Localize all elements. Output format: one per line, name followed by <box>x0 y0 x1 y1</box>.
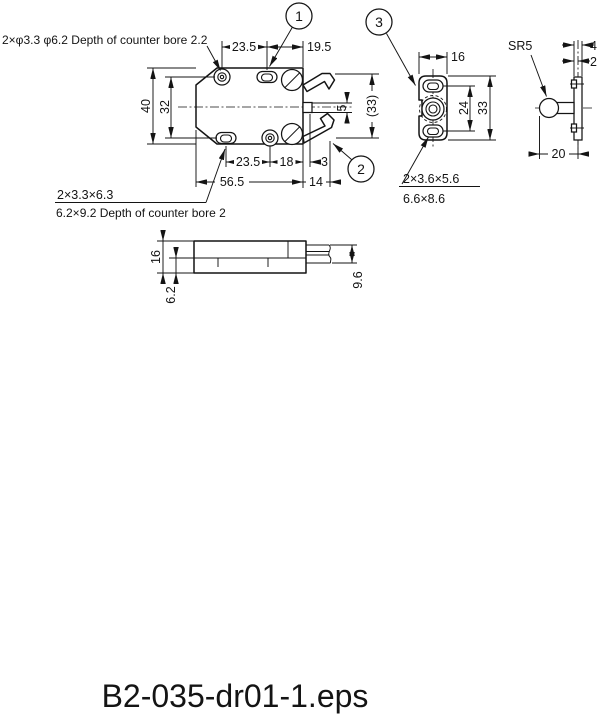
dim-bot-23-5: 23.5 <box>235 155 261 169</box>
slot-hole-top-right <box>257 72 277 83</box>
dim-bot-14: 14 <box>309 175 323 189</box>
latch-side-view <box>194 241 331 273</box>
dim-strike-24: 24 <box>457 101 471 115</box>
counterbore-hole-bottom-right <box>262 130 278 146</box>
dim-side-20: 20 <box>551 147 566 161</box>
strike-slot-bottom <box>423 125 443 137</box>
dim-hooks-33: (33) <box>365 94 379 118</box>
screw-bottom <box>282 124 303 145</box>
strike-slot-top <box>423 80 443 92</box>
latch-side-outline <box>194 241 306 273</box>
latch-claw-top <box>303 74 335 92</box>
dim-rod-9-6: 9.6 <box>351 271 365 289</box>
dim-side-4: 4 <box>590 39 597 53</box>
dim-plunger-5: 5 <box>335 104 349 112</box>
slot-hole-bottom-left <box>216 133 236 144</box>
balloon-1 <box>270 3 313 67</box>
dim-strike-33: 33 <box>476 101 490 115</box>
balloon-3-label: 3 <box>375 14 383 30</box>
ball-radius-label: SR5 <box>508 39 533 53</box>
dim-left-40: 40 <box>139 99 153 113</box>
dim-top-23-5: 23.5 <box>231 40 257 54</box>
balloon-1-label: 1 <box>295 8 303 24</box>
strike-plate-view <box>419 69 447 148</box>
balloon-2 <box>333 144 374 183</box>
ball-stud-side-view <box>535 40 592 152</box>
counterbore-note-bottom <box>55 149 226 220</box>
latch-claw-bottom <box>303 114 334 144</box>
counterbore-note-top-text: 2×φ3.3 φ6.2 Depth of counter bore 2.2 <box>2 33 208 47</box>
strike-slot-note <box>399 137 480 206</box>
dim-bot-18: 18 <box>279 155 294 169</box>
plunger-rod <box>306 245 331 263</box>
dim-body-6-2: 6.2 <box>164 286 178 304</box>
screw-top <box>282 70 303 91</box>
dim-strike-16: 16 <box>451 50 465 64</box>
counterbore-note-bottom-line1: 2×3.3×6.3 <box>57 188 114 202</box>
dim-body-16: 16 <box>149 250 163 264</box>
counterbore-note-top <box>2 33 221 71</box>
dim-bot-56-5: 56.5 <box>219 175 245 189</box>
main-front-view <box>178 68 354 146</box>
balloon-2-label: 2 <box>357 161 365 177</box>
dim-left-32: 32 <box>158 100 172 114</box>
dim-side-2: 2 <box>590 55 597 69</box>
drawing-caption: B2-035-dr01-1.eps <box>101 678 369 714</box>
strike-slot-note-line1: 2×3.6×5.6 <box>403 172 460 186</box>
break-line <box>329 245 331 263</box>
plunger <box>303 103 312 113</box>
dim-bot-3: 3 <box>321 155 328 169</box>
ball <box>540 99 559 118</box>
dim-top-19-5: 19.5 <box>307 40 332 54</box>
strike-slot-note-line2: 6.6×8.6 <box>403 192 446 206</box>
counterbore-hole-top-left <box>214 69 230 85</box>
counterbore-note-bottom-line2: 6.2×9.2 Depth of counter bore 2 <box>56 206 226 220</box>
